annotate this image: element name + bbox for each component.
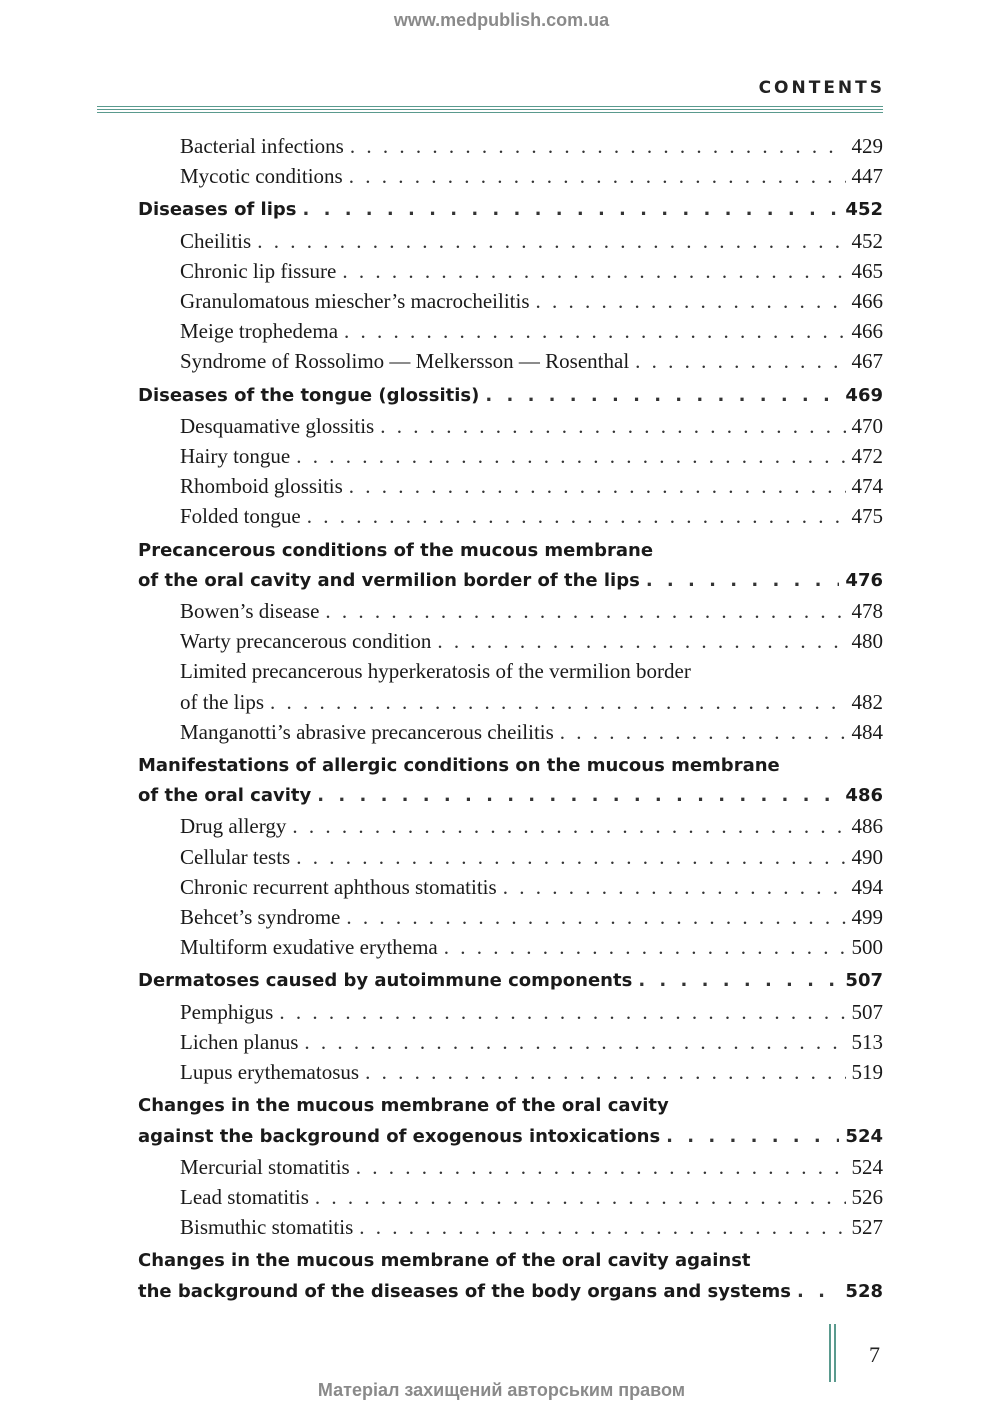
toc-entry <box>138 1212 883 1242</box>
toc-section-title-line: Precancerous conditions of the mucous membrane <box>138 539 654 561</box>
leader-dots <box>304 1027 845 1057</box>
toc-entry <box>138 411 883 441</box>
toc-entry-page: 482 <box>851 689 883 714</box>
toc-entry <box>138 1057 883 1087</box>
toc-section <box>138 566 883 596</box>
leader-dots <box>349 471 846 501</box>
leader-dots <box>666 1122 839 1152</box>
toc-entry <box>138 626 883 656</box>
leader-dots <box>350 131 846 161</box>
toc-entry-title: Hairy tongue <box>180 444 291 469</box>
toc-entry <box>138 161 883 191</box>
leader-dots <box>296 441 845 471</box>
leader-dots <box>635 346 845 376</box>
leader-dots <box>317 781 839 811</box>
toc-entry-page: 513 <box>851 1029 883 1054</box>
running-header: CONTENTS <box>758 78 885 98</box>
leader-dots <box>270 687 846 717</box>
toc-entry-title: Pemphigus <box>180 999 274 1024</box>
page-marker-bar <box>834 1324 836 1382</box>
toc-entry-title: Lichen planus <box>180 1029 299 1054</box>
toc-section <box>138 1277 883 1307</box>
toc-section-page: 507 <box>845 970 883 992</box>
header-rule <box>97 112 883 113</box>
toc-entry-page: 524 <box>851 1154 883 1179</box>
toc-entry-page: 486 <box>851 814 883 839</box>
toc-entry-title: Bacterial infections <box>180 134 344 158</box>
toc-entry-page: 507 <box>851 999 883 1024</box>
toc-entry-title: Folded tongue <box>180 504 301 529</box>
toc-entry <box>138 596 883 626</box>
toc-section-title: Diseases of the tongue (glossitis) <box>138 384 480 406</box>
toc-entry-title: Manganotti’s abrasive precancerous cheilitis <box>180 719 554 744</box>
toc-section-page: 476 <box>845 569 883 591</box>
table-of-contents <box>138 131 883 1307</box>
leader-dots <box>536 286 846 316</box>
toc-entry <box>138 501 883 531</box>
toc-entry <box>138 471 883 501</box>
toc-entry-page: 452 <box>851 228 883 253</box>
toc-entry <box>138 316 883 346</box>
leader-dots <box>307 501 846 531</box>
leader-dots <box>365 1057 845 1087</box>
toc-entry <box>138 717 883 747</box>
leader-dots <box>302 195 839 225</box>
toc-section-title: of the oral cavity and vermilion border of the lips <box>138 569 640 591</box>
leader-dots <box>325 596 845 626</box>
leader-dots <box>257 226 845 256</box>
toc-entry-page: 484 <box>851 719 883 744</box>
toc-entry-title: Rhomboid glossitis <box>180 474 343 499</box>
toc-entry-title: Bismuthic stomatitis <box>180 1215 354 1240</box>
toc-section <box>138 381 883 411</box>
leader-dots <box>560 717 846 747</box>
toc-section-page: 469 <box>845 384 883 406</box>
toc-section-page: 524 <box>845 1125 883 1147</box>
leader-dots <box>356 1152 846 1182</box>
toc-section-page: 486 <box>845 785 883 807</box>
toc-entry <box>138 932 883 962</box>
toc-entry <box>138 286 883 316</box>
toc-entry-page: 480 <box>851 629 883 654</box>
leader-dots <box>349 161 846 191</box>
toc-section <box>138 966 883 996</box>
toc-section-title: of the oral cavity <box>138 785 312 807</box>
source-url: www.medpublish.com.ua <box>393 10 610 30</box>
toc-entry-page: 500 <box>851 935 883 960</box>
toc-entry-page: 474 <box>851 474 883 499</box>
header-rule <box>97 109 883 110</box>
toc-entry-page: 494 <box>851 874 883 899</box>
leader-dots <box>380 411 845 441</box>
leader-dots <box>279 997 845 1027</box>
toc-entry-title: Chronic lip fissure <box>180 258 337 283</box>
toc-entry-page: 466 <box>851 319 883 344</box>
toc-entry-page: 478 <box>851 599 883 624</box>
toc-entry-page: 499 <box>851 905 883 930</box>
toc-entry <box>138 902 883 932</box>
toc-entry <box>138 226 883 256</box>
leader-dots <box>346 902 845 932</box>
toc-entry-page: 490 <box>851 844 883 869</box>
toc-entry-page: 472 <box>851 444 883 469</box>
toc-entry-title: Lupus erythematosus <box>180 1060 360 1085</box>
toc-entry <box>138 131 883 161</box>
toc-entry <box>138 346 883 376</box>
toc-entry-title: Cheilitis <box>180 228 252 253</box>
toc-entry-title: Cellular tests <box>180 844 291 869</box>
toc-entry-title: Lead stomatitis <box>180 1184 309 1209</box>
toc-entry <box>138 1152 883 1182</box>
leader-dots <box>342 256 845 286</box>
leader-dots <box>292 811 845 841</box>
toc-section-title: against the background of exogenous intoxications <box>138 1125 661 1147</box>
page-marker-bar <box>829 1324 831 1382</box>
toc-section-title-line: Manifestations of allergic conditions on the mucous membrane <box>138 755 780 777</box>
toc-entry-title: Mycotic conditions <box>180 164 343 189</box>
toc-entry <box>138 842 883 872</box>
toc-entry-title-line: Limited precancerous hyperkeratosis of the vermilion border <box>180 659 691 684</box>
toc-section-page: 452 <box>845 199 883 221</box>
toc-entry-title: Drug allergy <box>180 814 287 839</box>
toc-entry-page: 467 <box>851 349 883 374</box>
leader-dots <box>646 566 840 596</box>
toc-entry <box>138 687 883 717</box>
toc-entry-page: 519 <box>851 1060 883 1085</box>
leader-dots <box>485 381 839 411</box>
toc-entry-page: 429 <box>851 134 883 158</box>
toc-entry-title: Desquamative glossitis <box>180 413 375 438</box>
toc-section-title: Diseases of lips <box>138 199 297 221</box>
leader-dots <box>315 1182 846 1212</box>
header-rule <box>97 106 883 107</box>
toc-entry-title: Meige trophedema <box>180 319 339 344</box>
leader-dots <box>444 932 846 962</box>
toc-section-title-line: Changes in the mucous membrane of the oral cavity against <box>138 1250 751 1272</box>
leader-dots <box>437 626 845 656</box>
toc-entry <box>138 872 883 902</box>
toc-entry-title: Granulomatous miescher’s macrocheilitis <box>180 289 530 314</box>
toc-entry-page: 447 <box>851 164 883 189</box>
copyright-notice: Матеріал захищений авторським правом <box>317 1380 686 1400</box>
toc-section-title-line: Changes in the mucous membrane of the oral cavity <box>138 1095 669 1117</box>
toc-entry <box>138 441 883 471</box>
toc-entry-title: Mercurial stomatitis <box>180 1154 350 1179</box>
leader-dots <box>797 1277 839 1307</box>
toc-section <box>138 195 883 225</box>
toc-section-title: Dermatoses caused by autoimmune components <box>138 970 633 992</box>
leader-dots <box>344 316 845 346</box>
toc-entry-title: Chronic recurrent aphthous stomatitis <box>180 874 497 899</box>
toc-entry-page: 527 <box>851 1215 883 1240</box>
toc-entry <box>138 1182 883 1212</box>
toc-entry-title: Multiform exudative erythema <box>180 935 438 960</box>
leader-dots <box>296 842 845 872</box>
toc-entry <box>138 256 883 286</box>
toc-entry-title: Bowen’s disease <box>180 599 320 624</box>
toc-entry-page: 470 <box>851 413 883 438</box>
toc-entry-page: 526 <box>851 1184 883 1209</box>
toc-section <box>138 1122 883 1152</box>
toc-entry <box>138 1027 883 1057</box>
toc-section <box>138 781 883 811</box>
toc-entry-title: Syndrome of Rossolimo — Melkersson — Rosenthal <box>180 349 630 374</box>
toc-entry-title: Behcet’s syndrome <box>180 905 341 930</box>
toc-entry-page: 475 <box>851 504 883 529</box>
toc-entry-title: of the lips <box>180 689 264 714</box>
page-number: 7 <box>869 1342 880 1367</box>
toc-section-page: 528 <box>845 1280 883 1302</box>
toc-entry-title: Warty precancerous condition <box>180 629 432 654</box>
leader-dots <box>359 1212 845 1242</box>
leader-dots <box>638 966 839 996</box>
toc-entry-page: 466 <box>851 289 883 314</box>
toc-entry-page: 465 <box>851 258 883 283</box>
leader-dots <box>503 872 846 902</box>
toc-entry <box>138 997 883 1027</box>
toc-entry <box>138 811 883 841</box>
toc-section-title: the background of the diseases of the body organs and systems <box>138 1280 791 1302</box>
